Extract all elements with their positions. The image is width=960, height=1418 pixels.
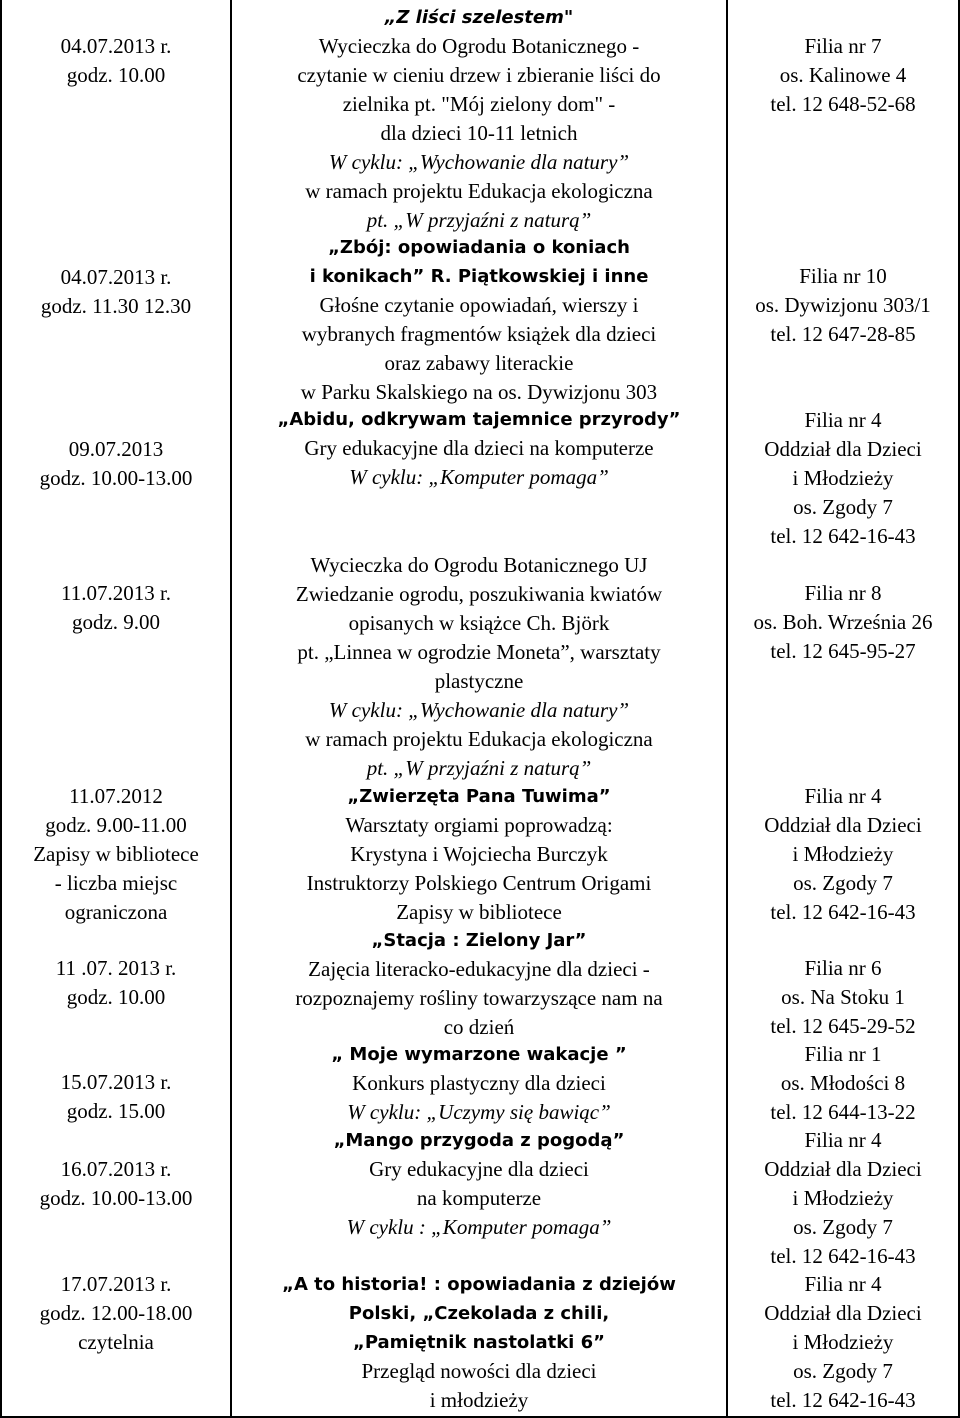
event-line: opisanych w książce Ch. Björk bbox=[348, 611, 610, 635]
place-cell bbox=[728, 782, 958, 927]
event-line: W cyklu: „Wychowanie dla natury” bbox=[328, 150, 630, 174]
place-line: tel. 12 645-29-52 bbox=[770, 1014, 916, 1038]
place-line: Filia nr 1 bbox=[804, 1042, 882, 1066]
event-line: „Mango przygoda z pogodą” bbox=[333, 1130, 625, 1151]
event-line: Konkurs plastyczny dla dzieci bbox=[352, 1071, 606, 1095]
place-line: tel. 12 647-28-85 bbox=[770, 322, 916, 346]
date-cell bbox=[2, 579, 230, 637]
place-line: Oddział dla Dzieci bbox=[764, 1301, 922, 1325]
event-line: W cyklu: „Uczymy się bawiąc” bbox=[347, 1100, 611, 1124]
place-cell bbox=[728, 1040, 958, 1127]
place-line: Filia nr 4 bbox=[804, 784, 882, 808]
event-line: plastyczne bbox=[434, 669, 524, 693]
place-cell bbox=[728, 406, 958, 551]
place-line: i Młodzieży bbox=[792, 842, 894, 866]
event-line: i młodzieży bbox=[429, 1388, 529, 1412]
event-line: wybranych fragmentów książek dla dzieci bbox=[301, 322, 657, 346]
place-line: os. Zgody 7 bbox=[793, 1359, 893, 1383]
date-cell bbox=[2, 1155, 230, 1213]
date-cell bbox=[2, 1068, 230, 1126]
place-line: Filia nr 7 bbox=[804, 34, 882, 58]
event-line: oraz zabawy literackie bbox=[384, 351, 574, 375]
date-line: czytelnia bbox=[78, 1330, 154, 1354]
date-line: 04.07.2013 r. bbox=[60, 265, 172, 289]
date-line: 04.07.2013 r. bbox=[60, 34, 172, 58]
place-line: os. Kalinowe 4 bbox=[779, 63, 907, 87]
event-line: Zajęcia literacko-edukacyjne dla dzieci - bbox=[308, 957, 650, 981]
place-line: Oddział dla Dzieci bbox=[764, 813, 922, 837]
date-line: 11.07.2012 bbox=[69, 784, 163, 808]
place-line: i Młodzieży bbox=[792, 1186, 894, 1210]
place-line: os. Na Stoku 1 bbox=[781, 985, 905, 1009]
event-line: W cyklu: „Komputer pomaga” bbox=[349, 465, 609, 489]
date-line: 11 .07. 2013 r. bbox=[55, 956, 177, 980]
event-line: na komputerze bbox=[416, 1186, 542, 1210]
event-line: W cyklu: „Wychowanie dla natury” bbox=[328, 698, 630, 722]
event-line: „A to historia! : opowiadania z dziejów bbox=[282, 1274, 676, 1295]
date-line: ograniczona bbox=[64, 900, 168, 924]
event-line: czytanie w cieniu drzew i zbieranie liści do bbox=[297, 63, 661, 87]
event-line: Gry edukacyjne dla dzieci na komputerze bbox=[304, 436, 654, 460]
event-line: Przegląd nowości dla dzieci bbox=[361, 1359, 597, 1383]
place-line: tel. 12 642-16-43 bbox=[770, 1388, 916, 1412]
event-line: i konikach” R. Piątkowskiej i inne bbox=[309, 266, 649, 287]
place-line: Oddział dla Dzieci bbox=[764, 437, 922, 461]
event-line: „Zwierzęta Pana Tuwima” bbox=[347, 786, 611, 807]
place-cell bbox=[728, 1126, 958, 1271]
place-line: Filia nr 4 bbox=[804, 408, 882, 432]
place-line: Filia nr 4 bbox=[804, 1272, 882, 1296]
date-cell bbox=[2, 782, 230, 927]
place-line: os. Boh. Września 26 bbox=[753, 610, 933, 634]
place-cell bbox=[728, 262, 958, 349]
event-line: w ramach projektu Edukacja ekologiczna bbox=[305, 727, 653, 751]
event-line: Zapisy w bibliotece bbox=[396, 900, 562, 924]
event-line: Głośne czytanie opowiadań, wierszy i bbox=[319, 293, 639, 317]
event-line: „Stacja : Zielony Jar” bbox=[371, 930, 587, 951]
place-cell bbox=[728, 32, 958, 119]
event-cell bbox=[232, 3, 726, 235]
date-line: 11.07.2013 r. bbox=[60, 581, 172, 605]
event-cell bbox=[232, 926, 726, 1042]
place-line: tel. 12 642-16-43 bbox=[770, 524, 916, 548]
event-line: pt. „W przyjaźni z naturą” bbox=[366, 756, 592, 780]
event-line: „Abidu, odkrywam tajemnice przyrody” bbox=[277, 409, 681, 430]
place-line: tel. 12 642-16-43 bbox=[770, 1244, 916, 1268]
event-cell bbox=[232, 1270, 726, 1415]
event-line: W cyklu : „Komputer pomaga” bbox=[346, 1215, 612, 1239]
event-line: Instruktorzy Polskiego Centrum Origami bbox=[306, 871, 652, 895]
date-line: godz. 9.00 bbox=[71, 610, 161, 634]
place-line: i Młodzieży bbox=[792, 1330, 894, 1354]
place-line: Filia nr 8 bbox=[804, 581, 882, 605]
event-line: rozpoznajemy rośliny towarzyszące nam na bbox=[295, 986, 663, 1010]
event-line: „Z liści szelestem" bbox=[384, 7, 574, 28]
place-line: os. Dywizjonu 303/1 bbox=[755, 293, 931, 317]
date-cell bbox=[2, 954, 230, 1012]
event-line: Krystyna i Wojciecha Burczyk bbox=[350, 842, 608, 866]
event-line: dla dzieci 10-11 letnich bbox=[380, 121, 578, 145]
date-cell bbox=[2, 263, 230, 321]
event-line: Zwiedzanie ogrodu, poszukiwania kwiatów bbox=[295, 582, 663, 606]
event-line: „Pamiętnik nastolatki 6” bbox=[353, 1332, 605, 1353]
date-line: godz. 10.00-13.00 bbox=[39, 466, 193, 490]
place-line: Filia nr 6 bbox=[804, 956, 882, 980]
event-line: pt. „Linnea w ogrodzie Moneta”, warsztaty bbox=[297, 640, 661, 664]
event-line: Wycieczka do Ogrodu Botanicznego - bbox=[318, 34, 640, 58]
date-line: godz. 10.00 bbox=[66, 63, 166, 87]
event-line: Wycieczka do Ogrodu Botanicznego UJ bbox=[310, 553, 648, 577]
date-line: godz. 10.00 bbox=[66, 985, 166, 1009]
place-line: os. Zgody 7 bbox=[793, 495, 893, 519]
event-line: w ramach projektu Edukacja ekologiczna bbox=[305, 179, 653, 203]
place-line: Filia nr 4 bbox=[804, 1128, 882, 1152]
date-line: 09.07.2013 bbox=[68, 437, 164, 461]
date-line: godz. 12.00-18.00 bbox=[39, 1301, 193, 1325]
place-line: os. Zgody 7 bbox=[793, 1215, 893, 1239]
event-cell bbox=[232, 782, 726, 927]
event-line: Polski, „Czekolada z chili, bbox=[348, 1303, 610, 1324]
place-line: tel. 12 642-16-43 bbox=[770, 900, 916, 924]
event-line: Gry edukacyjne dla dzieci bbox=[369, 1157, 589, 1181]
event-line: w Parku Skalskiego na os. Dywizjonu 303 bbox=[300, 380, 658, 404]
date-line: 15.07.2013 r. bbox=[60, 1070, 172, 1094]
event-line: „Zbój: opowiadania o koniach bbox=[328, 237, 630, 258]
place-line: os. Zgody 7 bbox=[793, 871, 893, 895]
place-line: i Młodzieży bbox=[792, 466, 894, 490]
place-cell bbox=[728, 1270, 958, 1415]
place-line: tel. 12 645-95-27 bbox=[770, 639, 916, 663]
date-line: Zapisy w bibliotece bbox=[33, 842, 199, 866]
place-line: tel. 12 644-13-22 bbox=[770, 1100, 916, 1124]
date-cell bbox=[2, 32, 230, 90]
event-cell bbox=[232, 1040, 726, 1127]
date-line: godz. 10.00-13.00 bbox=[39, 1186, 193, 1210]
date-cell bbox=[2, 1270, 230, 1357]
event-cell bbox=[232, 1126, 726, 1242]
date-cell bbox=[2, 435, 230, 493]
event-line: pt. „W przyjaźni z naturą” bbox=[366, 208, 592, 232]
date-line: godz. 15.00 bbox=[66, 1099, 166, 1123]
place-line: Oddział dla Dzieci bbox=[764, 1157, 922, 1181]
event-cell bbox=[232, 405, 726, 492]
date-line: 17.07.2013 r. bbox=[60, 1272, 172, 1296]
date-line: godz. 11.30 12.30 bbox=[40, 294, 192, 318]
event-line: „ Moje wymarzone wakacje ” bbox=[331, 1044, 627, 1065]
event-cell bbox=[232, 551, 726, 783]
event-line: Warsztaty orgiami poprowadzą: bbox=[345, 813, 613, 837]
place-cell bbox=[728, 579, 958, 666]
event-line: zielnika pt. "Mój zielony dom" - bbox=[342, 92, 616, 116]
event-line: co dzień bbox=[443, 1015, 515, 1039]
date-line: - liczba miejsc bbox=[54, 871, 178, 895]
place-line: Filia nr 10 bbox=[799, 264, 887, 288]
place-line: tel. 12 648-52-68 bbox=[770, 92, 916, 116]
place-cell bbox=[728, 954, 958, 1041]
place-line: os. Młodości 8 bbox=[780, 1071, 906, 1095]
date-line: godz. 9.00-11.00 bbox=[45, 813, 187, 837]
event-cell bbox=[232, 233, 726, 407]
date-line: 16.07.2013 r. bbox=[60, 1157, 172, 1181]
